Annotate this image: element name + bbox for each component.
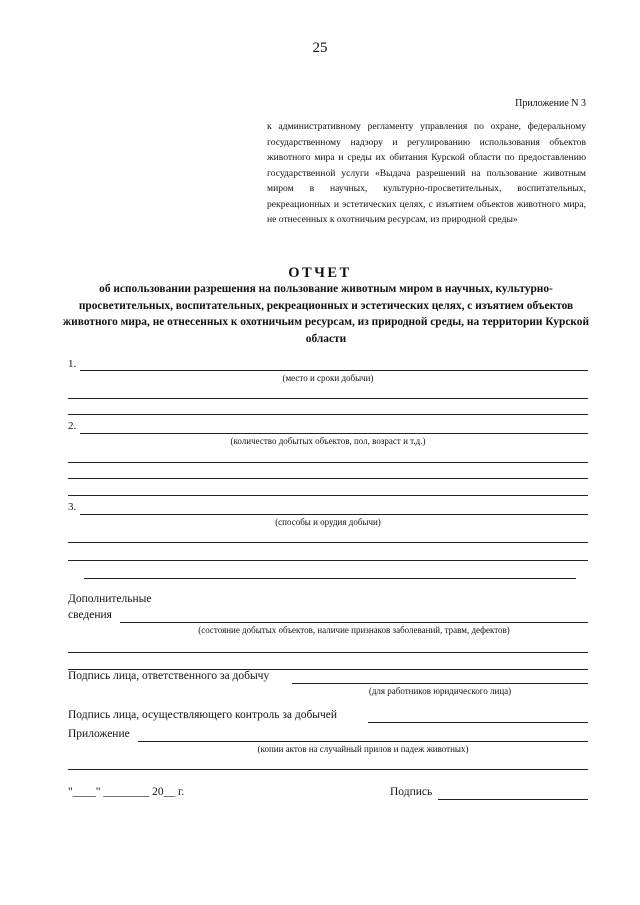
section-2-number: 2. xyxy=(68,420,77,432)
section-2-line-2[interactable] xyxy=(68,462,588,463)
section-1-caption: (место и сроки добычи) xyxy=(282,373,374,383)
section-3-line-3[interactable] xyxy=(68,560,588,561)
attachment-caption: (копии актов на случайный прилов и падеж животных) xyxy=(257,744,469,754)
section-3-line-4[interactable] xyxy=(84,578,576,579)
signature-responsible-label: Подпись лица, ответственного за добычу xyxy=(68,670,270,682)
approval-text: к административному регламенту управления по охране, федеральному государственному надзору и регулированию использования объектов животного мира и среды их обитания Курской области по предоставлению государственной услуги «Выдача разрешений на пользование животным миром в научных, культурно-просветительных, воспитательных, рекреационных и эстетических целях, с изъятием объектов животного мира, не отнесенных к охотничьим ресурсам, из природной среды» xyxy=(267,121,586,225)
signature-responsible-field[interactable] xyxy=(292,683,588,684)
attachment-field[interactable] xyxy=(138,741,588,742)
section-2-field[interactable] xyxy=(80,433,588,434)
signature-control-label: Подпись лица, осуществляющего контроль за добычей xyxy=(68,709,338,721)
section-3-line-2[interactable] xyxy=(68,542,588,543)
attachment-label: Приложение xyxy=(68,728,130,740)
attachment-line-2[interactable] xyxy=(68,769,588,770)
signature-label: Подпись xyxy=(390,786,433,798)
document-subtitle: об использовании разрешения на пользование животным миром в научных, культурно-просветительных, воспитательных, рекреационных и эстетических целях, с изъятием объектов животного мира, не отнесенных к охотничьим ресурсам, из природной среды, на территории Курской области xyxy=(62,283,590,345)
additional-label-line-1: Дополнительные xyxy=(68,593,152,605)
additional-field[interactable] xyxy=(120,622,588,623)
date-line[interactable]: "____" ________ 20__ г. xyxy=(68,786,185,798)
section-3-field[interactable] xyxy=(80,514,588,515)
section-3-number: 3. xyxy=(68,501,77,513)
additional-caption: (состояние добытых объектов, наличие признаков заболеваний, травм, дефектов) xyxy=(198,625,510,635)
page-number: 25 xyxy=(312,40,328,56)
section-2-line-4[interactable] xyxy=(68,495,588,496)
signature-field[interactable] xyxy=(438,799,588,800)
section-1-line-3[interactable] xyxy=(68,414,588,415)
section-2-caption: (количество добытых объектов, пол, возраст и т.д.) xyxy=(230,436,426,446)
section-1-line-2[interactable] xyxy=(68,398,588,399)
signature-responsible-caption: (для работников юридического лица) xyxy=(368,686,512,696)
section-3-caption: (способы и орудия добычи) xyxy=(275,517,381,527)
document-title: ОТЧЕТ xyxy=(288,265,352,281)
signature-control-field[interactable] xyxy=(368,722,588,723)
additional-line-2[interactable] xyxy=(68,652,588,653)
section-1-field[interactable] xyxy=(80,370,588,371)
additional-label-line-2: сведения xyxy=(68,609,112,621)
section-1-number: 1. xyxy=(68,358,77,370)
section-2-line-3[interactable] xyxy=(68,478,588,479)
appendix-label: Приложение N 3 xyxy=(515,98,586,109)
